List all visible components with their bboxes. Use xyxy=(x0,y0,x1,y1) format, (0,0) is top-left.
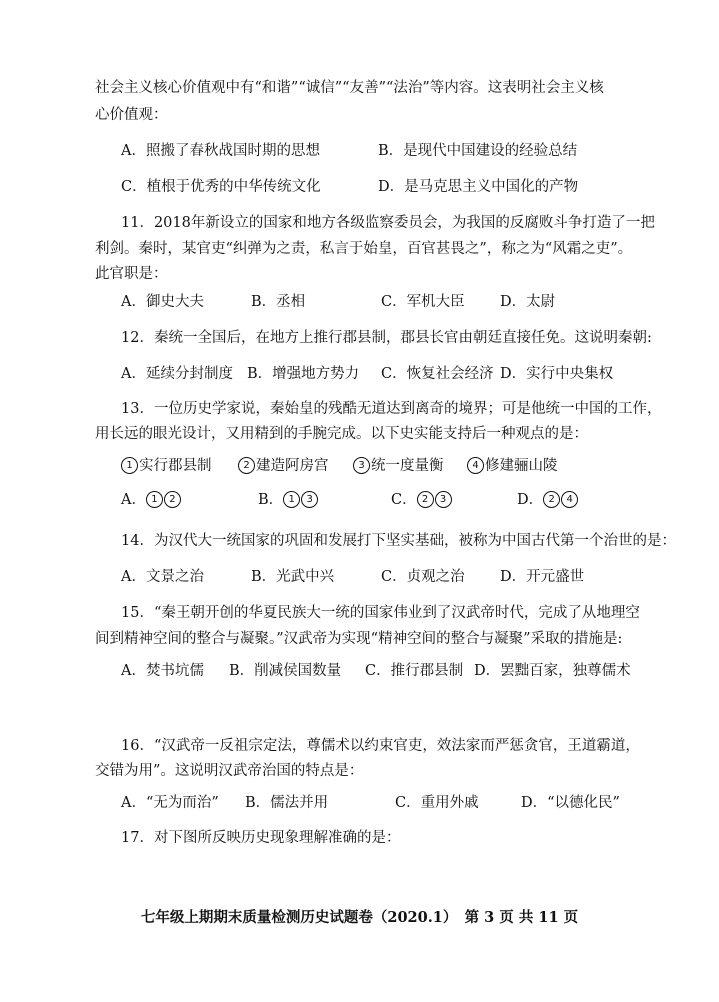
q14-option-b: B．光武中兴 xyxy=(251,569,335,585)
q13-item-text: 建造阿房宫 xyxy=(256,458,329,474)
q16-stem-line: 交错为用”。这说明汉武帝治国的特点是： xyxy=(95,763,364,779)
circled-number: 2 xyxy=(417,491,434,508)
circled-number: 3 xyxy=(353,457,370,474)
question-text-line: 心价值观： xyxy=(95,107,168,123)
q11-stem-line: 利剑。秦时，某官吏“纠弹为之责，私言于始皇，百官甚畏之”，称之为“风霜之吏”。 xyxy=(95,241,633,257)
q13-item-4 xyxy=(467,456,558,476)
q11-stem-line: 此官职是： xyxy=(95,266,168,282)
option-letter: C． xyxy=(391,492,417,508)
q14-option-a: A．文景之治 xyxy=(121,569,204,585)
q13-item-2 xyxy=(238,456,329,476)
circled-number: 3 xyxy=(301,491,318,508)
circled-number: 2 xyxy=(238,457,255,474)
q16-option-c: C．重用外戚 xyxy=(395,795,479,811)
question-text-line: 社会主义核心价值观中有“和谐”“诚信”“友善”“法治”等内容。这表明社会主义核 xyxy=(95,80,604,96)
option-d: D．是马克思主义中国化的产物 xyxy=(378,179,579,195)
q16-stem-line: 16．“汉武帝一反祖宗定法，尊儒术以约束官吏，效法家而严惩贪官，王道霸道， xyxy=(121,738,640,754)
q14-stem-line: 14．为汉代大一统国家的巩固和发展打下坚实基础，被称为中国古代第一个治世的是： xyxy=(121,533,676,549)
q17-stem-line: 17．对下图所反映历史现象理解准确的是： xyxy=(121,830,401,846)
option-letter: B． xyxy=(258,492,284,508)
q12-option-c: C．恢复社会经济 xyxy=(381,366,494,382)
circled-number: 1 xyxy=(146,491,163,508)
q13-stem-line: 13．一位历史学家说，秦始皇的残酷无道达到离奇的境界；可是他统一中国的工作， xyxy=(121,401,662,417)
circled-number: 4 xyxy=(467,457,484,474)
q11-option-d: D．太尉 xyxy=(500,294,556,310)
circled-number: 4 xyxy=(561,491,578,508)
q11-stem-line: 11．2018年新设立的国家和地方各级监察委员会，为我国的反腐败斗争打造了一把 xyxy=(121,215,655,231)
circled-number: 2 xyxy=(164,491,181,508)
q13-option-a xyxy=(121,490,182,510)
q12-option-d: D．实行中央集权 xyxy=(500,366,614,382)
option-a: A．照搬了春秋战国时期的思想 xyxy=(121,143,320,159)
q14-option-c: C．贞观之治 xyxy=(381,569,465,585)
q14-option-d: D．开元盛世 xyxy=(500,569,585,585)
option-b: B．是现代中国建设的经验总结 xyxy=(378,143,578,159)
q15-option-c: C．推行郡县制 xyxy=(365,663,464,679)
q13-item-text: 实行郡县制 xyxy=(139,458,212,474)
q13-option-d xyxy=(517,490,579,510)
q15-stem-line: 间到精神空间的整合与凝聚。”汉武帝为实现“精神空间的整合与凝聚”采取的措施是: xyxy=(95,631,623,647)
q13-item-1 xyxy=(121,456,212,476)
circled-number: 1 xyxy=(121,457,138,474)
q11-option-c: C．军机大臣 xyxy=(381,294,465,310)
q16-option-b: B．儒法并用 xyxy=(245,795,329,811)
q11-option-b: B．丞相 xyxy=(251,294,306,310)
q11-option-a: A．御史大夫 xyxy=(121,294,204,310)
q15-option-b: B．削减侯国数量 xyxy=(229,663,342,679)
q13-option-c xyxy=(391,490,453,510)
option-c: C．植根于优秀的中华传统文化 xyxy=(121,179,321,195)
circled-number: 3 xyxy=(435,491,452,508)
option-letter: D． xyxy=(517,492,544,508)
circled-number: 1 xyxy=(283,491,300,508)
q13-option-b xyxy=(258,490,319,510)
page-footer: 七年级上期期末质量检测历史试题卷（2020.1） 第 3 页 共 11 页 xyxy=(140,909,579,926)
q12-option-a: A．延续分封制度 xyxy=(121,366,233,382)
q13-item-3 xyxy=(353,456,444,476)
q13-stem-line: 用长远的眼光设计，又用精到的手腕完成。以下史实能支持后一种观点的是： xyxy=(95,426,588,442)
q16-option-a: A．“无为而治” xyxy=(121,795,219,811)
q15-stem-line: 15．“秦王朝开创的华夏民族大一统的国家伟业到了汉武帝时代，完成了从地理空 xyxy=(121,605,640,621)
q15-option-d: D．罢黜百家，独尊儒术 xyxy=(474,663,631,679)
q16-option-d: D．“以德化民” xyxy=(521,795,620,811)
option-letter: A． xyxy=(121,492,146,508)
q13-item-text: 统一度量衡 xyxy=(371,458,444,474)
q12-option-b: B．增强地方势力 xyxy=(247,366,360,382)
q15-option-a: A．焚书坑儒 xyxy=(121,663,204,679)
q12-stem-line: 12．秦统一全国后，在地方上推行郡县制，郡县长官由朝廷直接任免。这说明秦朝: xyxy=(121,330,652,346)
circled-number: 2 xyxy=(543,491,560,508)
q13-item-text: 修建骊山陵 xyxy=(485,458,558,474)
